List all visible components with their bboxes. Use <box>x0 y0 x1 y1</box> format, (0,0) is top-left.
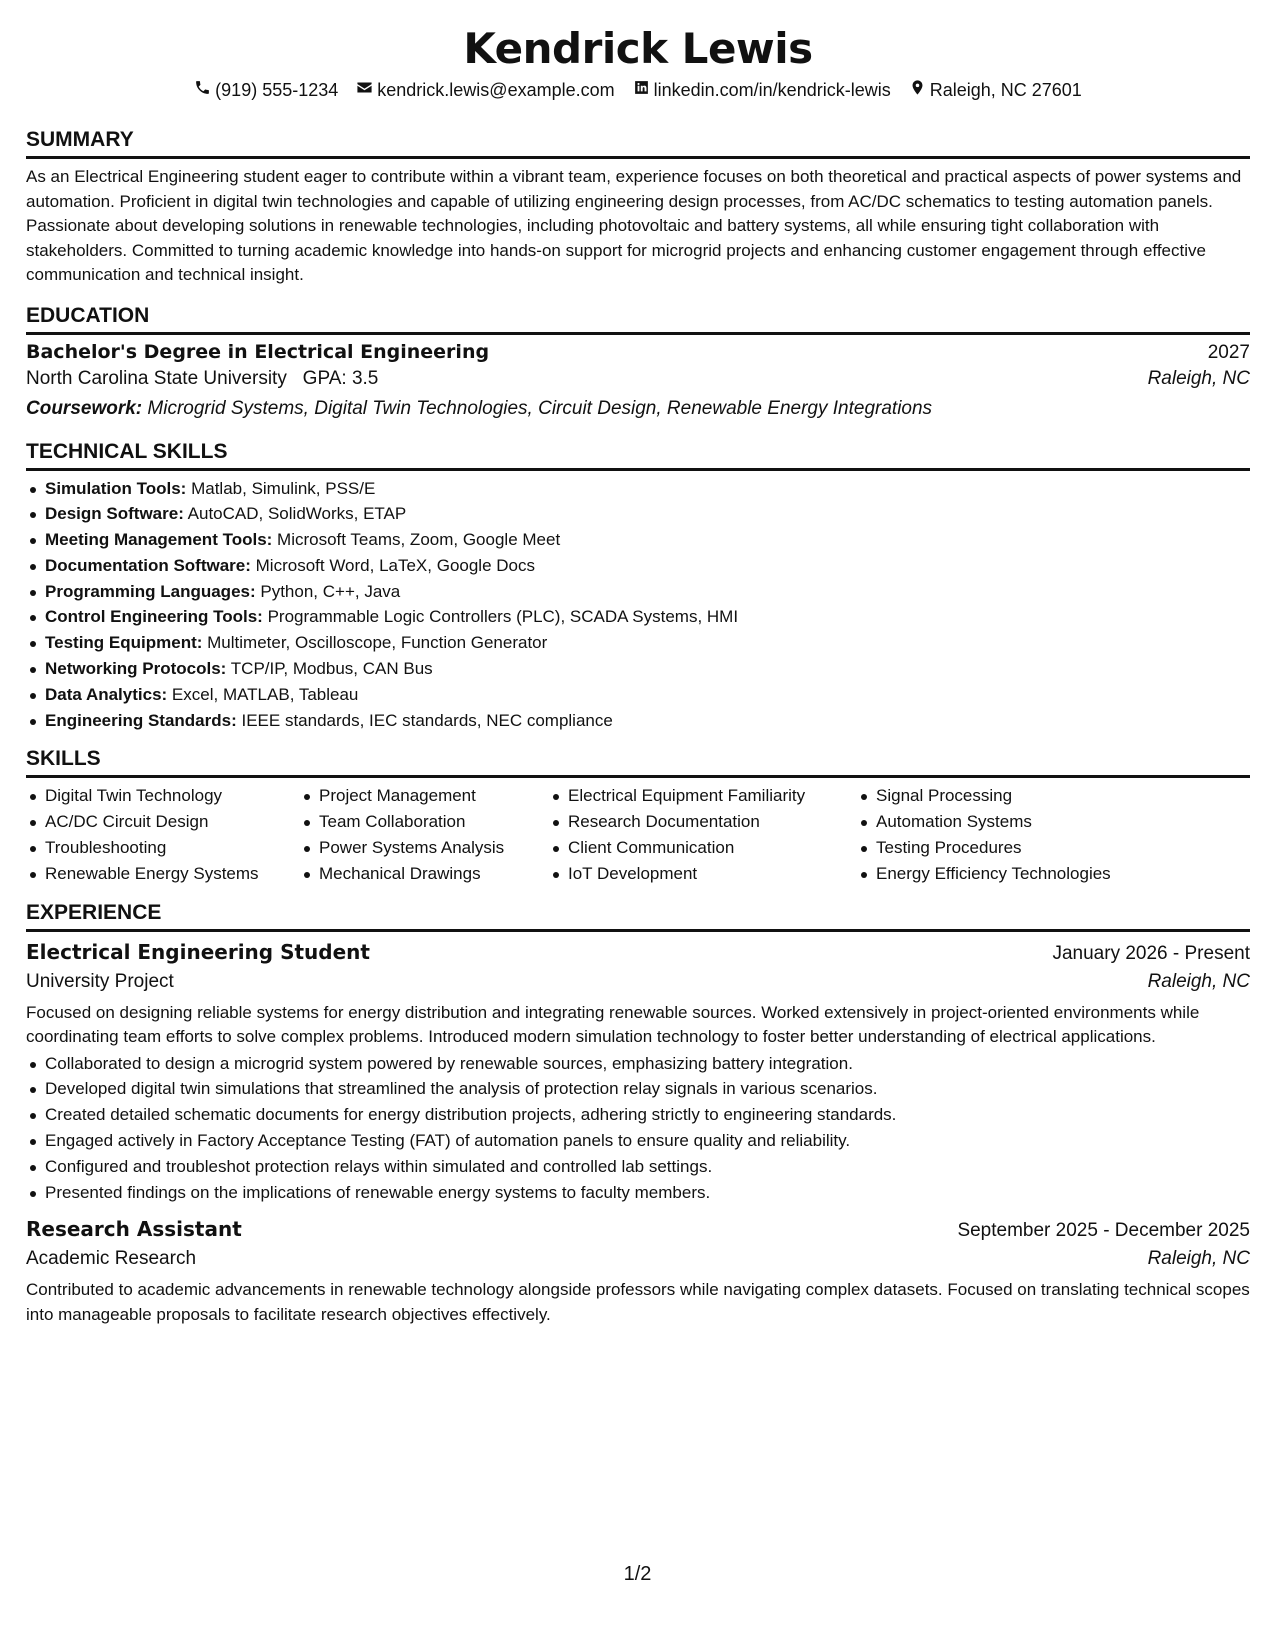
technical-skills-section <box>26 438 1250 734</box>
skills-column <box>549 783 857 886</box>
education-section <box>26 302 1250 420</box>
list-item <box>26 527 1250 553</box>
skill-label: Control Engineering Tools: <box>45 607 263 627</box>
skill-value: TCP/IP, Modbus, CAN Bus <box>230 659 433 679</box>
skill-label: Data Analytics: <box>45 684 168 704</box>
skill-label: Engineering Standards: <box>45 710 237 730</box>
education-header-row <box>26 341 1250 364</box>
job-header-row <box>26 1217 1250 1242</box>
email-text: kendrick.lewis@example.com <box>377 80 615 100</box>
job-bullets <box>26 1051 1250 1206</box>
coursework <box>26 398 1250 420</box>
skill-value: Microsoft Teams, Zoom, Google Meet <box>277 530 561 550</box>
section-heading: SUMMARY <box>26 126 1250 159</box>
gpa: GPA: 3.5 <box>302 367 379 389</box>
technical-skills-list <box>26 476 1250 734</box>
job-role: Research Assistant <box>26 1217 242 1242</box>
skill-value: Programmable Logic Controllers (PLC), SCADA Systems, HMI <box>267 607 739 627</box>
skills-grid <box>26 783 1250 886</box>
degree-title: Bachelor's Degree in Electrical Engineering <box>26 340 490 363</box>
skill-value: Multimeter, Oscilloscope, Function Generator <box>207 633 548 653</box>
phone-icon <box>194 78 211 102</box>
summary-text: As an Electrical Engineering student eager to contribute within a vibrant team, experience focuses on both theoretical and practical aspects of power systems and automation. Proficient in digital twin technologies and capable of utilizing engineering design processes, from AC/DC schematics to testing automation panels. Passionate about developing solutions in renewable technologies, including photovoltaic and battery systems, all while ensuring tight collaboration with stakeholders. Committed to turning academic knowledge into hands-on support for microgrid projects and enhancing customer engagement through effective communication and technical insight. <box>26 167 1242 284</box>
contact-location <box>909 78 1082 102</box>
contact-email[interactable] <box>356 78 614 102</box>
contact-linkedin[interactable] <box>633 78 891 102</box>
skill-label: Meeting Management Tools: <box>45 530 273 550</box>
list-item: Digital Twin Technology <box>26 783 300 809</box>
job-org-row <box>26 1248 1250 1270</box>
phone-text: (919) 555-1234 <box>215 80 339 100</box>
list-item: Power Systems Analysis <box>300 835 549 861</box>
list-item: Project Management <box>300 783 549 809</box>
candidate-name: Kendrick Lewis <box>463 24 813 73</box>
school-name: North Carolina State University <box>26 367 287 389</box>
resume-page <box>26 22 1250 1327</box>
list-item: Developed digital twin simulations that streamlined the analysis of protection relay signals in various scenarios. <box>26 1076 1250 1102</box>
list-item: Configured and troubleshot protection relays within simulated and controlled lab settings. <box>26 1154 1250 1180</box>
skill-value: Microsoft Word, LaTeX, Google Docs <box>255 555 535 575</box>
graduation-year: 2027 <box>1207 341 1250 363</box>
job-description: Contributed to academic advancements in renewable technology alongside professors while navigating complex datasets. Focused on translating technical scopes into manageable proposals to facilitate research objectives effectively. <box>26 1280 1250 1324</box>
list-item: Troubleshooting <box>26 835 300 861</box>
experience-section <box>26 899 1250 1328</box>
list-item: Electrical Equipment Familiarity <box>549 783 857 809</box>
skill-label: Programming Languages: <box>45 581 256 601</box>
list-item: Engaged actively in Factory Acceptance Testing (FAT) of automation panels to ensure quality and reliability. <box>26 1128 1250 1154</box>
list-item: Team Collaboration <box>300 809 549 835</box>
section-heading: EXPERIENCE <box>26 899 1250 932</box>
skill-label: Testing Equipment: <box>45 633 203 653</box>
list-item: Signal Processing <box>857 783 1111 809</box>
job-location: Raleigh, NC <box>1147 970 1250 992</box>
job-dates: September 2025 - December 2025 <box>957 1220 1250 1242</box>
list-item: AC/DC Circuit Design <box>26 809 300 835</box>
list-item: Client Communication <box>549 835 857 861</box>
list-item: Automation Systems <box>857 809 1111 835</box>
job-location: Raleigh, NC <box>1147 1248 1250 1270</box>
job-role: Electrical Engineering Student <box>26 939 370 964</box>
list-item <box>26 553 1250 579</box>
list-item <box>26 708 1250 734</box>
section-heading: TECHNICAL SKILLS <box>26 438 1250 471</box>
list-item: Mechanical Drawings <box>300 861 549 887</box>
skill-label: Networking Protocols: <box>45 659 227 679</box>
skills-column <box>300 783 549 886</box>
experience-entry <box>26 1217 1250 1327</box>
skill-label: Simulation Tools: <box>45 478 187 498</box>
school-info <box>26 368 378 390</box>
skill-label: Design Software: <box>45 504 184 524</box>
job-org: Academic Research <box>26 1248 197 1270</box>
job-header-row <box>26 940 1250 965</box>
skills-column <box>26 783 300 886</box>
location-text: Raleigh, NC 27601 <box>929 80 1082 100</box>
skill-value: IEEE standards, IEC standards, NEC compliance <box>241 710 613 730</box>
list-item: Collaborated to design a microgrid system powered by renewable sources, emphasizing battery integration. <box>26 1051 1250 1077</box>
list-item <box>26 604 1250 630</box>
list-item: IoT Development <box>549 861 857 887</box>
section-heading: EDUCATION <box>26 302 1250 335</box>
skill-value: Python, C++, Java <box>260 581 401 601</box>
coursework-label: Coursework: <box>26 397 143 419</box>
school-location: Raleigh, NC <box>1147 367 1250 389</box>
contact-phone[interactable] <box>194 78 338 102</box>
skills-column <box>857 783 1111 886</box>
linkedin-text: linkedin.com/in/kendrick-lewis <box>653 80 891 100</box>
list-item: Presented findings on the implications of renewable energy systems to faculty members. <box>26 1180 1250 1206</box>
skills-section <box>26 745 1250 886</box>
linkedin-icon <box>633 78 650 102</box>
list-item <box>26 630 1250 656</box>
coursework-list: Microgrid Systems, Digital Twin Technologies, Circuit Design, Renewable Energy Integrations <box>147 397 933 419</box>
list-item <box>26 501 1250 527</box>
skill-value: AutoCAD, SolidWorks, ETAP <box>187 504 407 524</box>
list-item <box>26 476 1250 502</box>
list-item: Renewable Energy Systems <box>26 861 300 887</box>
list-item: Created detailed schematic documents for energy distribution projects, adhering strictly to engineering standards. <box>26 1102 1250 1128</box>
job-org: University Project <box>26 970 174 992</box>
list-item: Energy Efficiency Technologies <box>857 861 1111 887</box>
contact-bar <box>26 78 1250 102</box>
job-description: Focused on designing reliable systems for energy distribution and integrating renewable sources. Worked extensively in project-oriented environments while coordinating team efforts to solve complex problems. Introduced modern simulation technology to foster better understanding of electrical applications. <box>26 1002 1200 1047</box>
section-heading: SKILLS <box>26 745 1250 778</box>
list-item <box>26 656 1250 682</box>
list-item: Testing Procedures <box>857 835 1111 861</box>
page-number: 1/2 <box>623 1563 652 1585</box>
map-marker-icon <box>909 78 926 102</box>
summary-section <box>26 126 1250 288</box>
skill-label: Documentation Software: <box>45 555 251 575</box>
skill-value: Matlab, Simulink, PSS/E <box>191 478 376 498</box>
job-org-row <box>26 971 1250 993</box>
envelope-icon <box>356 78 373 102</box>
job-dates: January 2026 - Present <box>1052 942 1250 964</box>
list-item <box>26 579 1250 605</box>
experience-entry <box>26 940 1250 1206</box>
education-school-row <box>26 368 1250 390</box>
list-item: Research Documentation <box>549 809 857 835</box>
list-item <box>26 682 1250 708</box>
skill-value: Excel, MATLAB, Tableau <box>171 684 359 704</box>
